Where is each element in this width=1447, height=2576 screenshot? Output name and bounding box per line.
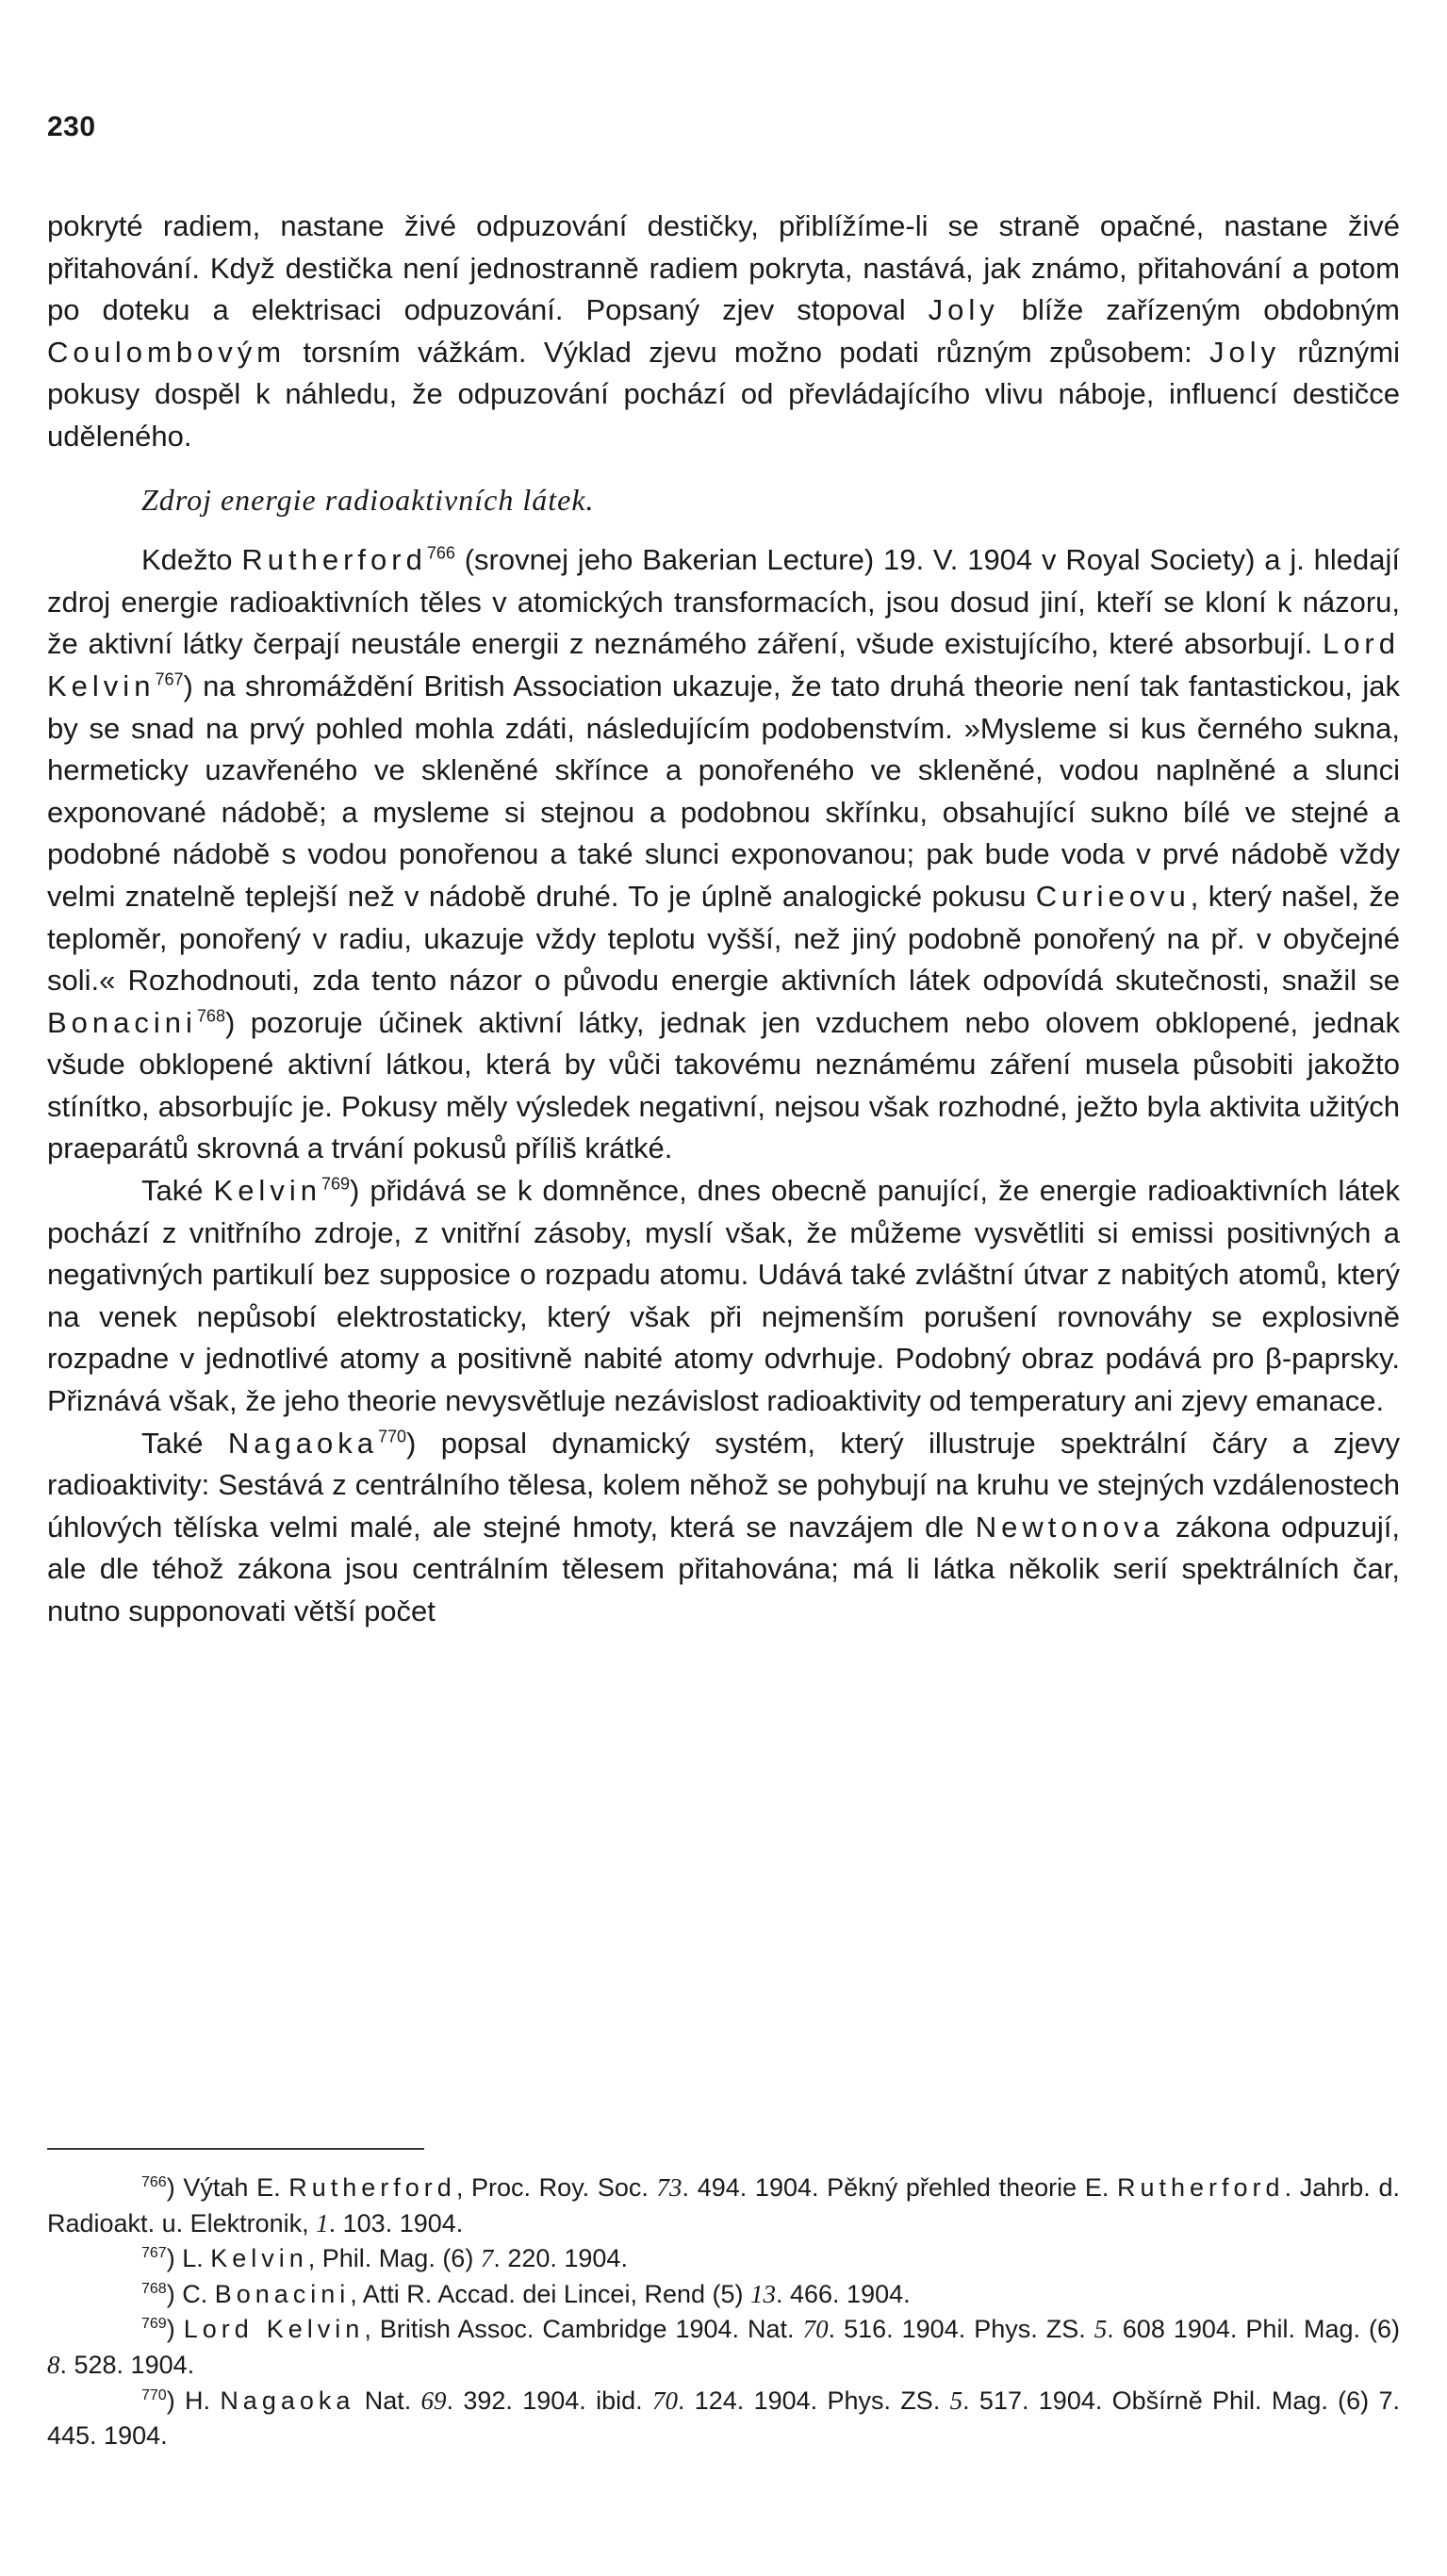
author-name: Rutherford <box>241 543 427 577</box>
paragraph-1 <box>47 206 1400 458</box>
text-span: , British Assoc. Cambridge 1904. Nat. <box>364 2315 803 2344</box>
author-name: Bonacini <box>214 2279 351 2308</box>
author-name: Nagaoka <box>220 2386 355 2415</box>
footnote-ref: 769 <box>321 1174 350 1194</box>
text-span: . 220. 1904. <box>493 2244 628 2273</box>
author-name: Curieovu <box>1035 879 1191 913</box>
paragraph-4 <box>47 1423 1400 1633</box>
volume: 73 <box>656 2173 682 2202</box>
text-span: ) přidává se k domněnce, dnes obecně panující, že energie radioaktivních látek pochází z vnitřního zdroje, z vnitřní zásoby, myslí však, že můžeme vysvětliti si emissi positivných a negativných partikulí bez supposice o rozpadu atomu. Udává také zvláštní útvar z nabitých atomů, který na venek nepůsobí elektrostaticky, který však při nejmenším porušení rovnováhy se explosivně rozpadne v jednotlivé atomy a positivně nabité atomy odvrhuje. Podobný obraz podává pro β-paprsky. Přiznává však, že jeho theorie nevysvětluje nezávislost radioaktivity od temperatury ani zjevy emanace. <box>47 1174 1400 1418</box>
footnotes <box>47 2171 1400 2454</box>
footnote-ref: 767 <box>155 669 184 689</box>
author-name: Joly <box>928 293 999 327</box>
text-span: . 494. 1904. Pěkný přehled theorie E. <box>682 2173 1117 2202</box>
footnote-divider <box>47 2148 424 2150</box>
text-span: ) pozoruje účinek aktivní látky, jednak jen vzduchem nebo olovem obklopené, jednak všude obklopené aktivní látkou, která by vůči takovému neznámému záření musela působiti jakožto stínítko, absorbujíc je. Pokusy měly výsledek negativní, nejsou však rozhodné, ježto byla aktivita užitých praeparátů skrovná a trvání pokusů příliš krátké. <box>47 1005 1400 1165</box>
footnote-ref: 768 <box>196 1006 225 1026</box>
section-heading: Zdroj energie radioaktivních látek. <box>141 482 595 517</box>
footnote-number: 769 <box>141 2316 167 2333</box>
volume: 5 <box>1093 2315 1108 2344</box>
author-name: Lord Kelvin <box>183 2315 365 2344</box>
author-name: Rutherford <box>288 2173 456 2202</box>
text-span: . 528. 1904. <box>59 2350 195 2379</box>
text-span: . 516. 1904. Phys. ZS. <box>828 2315 1094 2344</box>
volume: 69 <box>420 2386 447 2415</box>
volume: 70 <box>802 2315 829 2344</box>
author-name: Rutherford <box>1117 2173 1285 2202</box>
author-name: Lord Kelvin <box>47 627 1400 702</box>
footnote-number: 766 <box>141 2174 167 2190</box>
text-span: Také <box>141 1426 228 1460</box>
text-span: Nat. <box>354 2386 421 2415</box>
footnote-number: 770 <box>141 2386 167 2403</box>
text-span: . 392. 1904. ibid. <box>446 2386 652 2415</box>
text-span: . 124. 1904. Phys. ZS. <box>677 2386 950 2415</box>
text-span: ) L. <box>166 2244 211 2273</box>
main-text <box>47 206 1400 1633</box>
volume: 8 <box>47 2350 60 2379</box>
text-span: pokryté radiem, nastane živé odpuzování destičky, přiblížíme-li se straně opačné, nastane živé přitahování. Když destička není jednostranně radiem pokryta, nastává, jak známo, přitahování a potom po doteku a elektrisaci odpuzování. Popsaný zjev stopoval <box>47 209 1400 327</box>
text-span: , který našel, že teploměr, ponořený v radiu, ukazuje vždy teplotu vyšší, než jiný podobně ponořený na př. v obyčejné soli.« Rozhodnouti, zda tento názor o původu energie aktivních látek odpovídá skutečnosti, snažil se <box>47 879 1400 998</box>
footnote-766 <box>47 2171 1400 2241</box>
footnote-number: 768 <box>141 2280 167 2297</box>
text-span: ) na shromáždění British Association ukazuje, že tato druhá theorie není tak fantastickou, jak by se snad na prvý pohled mohla zdáti, následujícím podobenstvím. »Mysleme si kus černého sukna, hermeticky uzavřeného ve skleněné skřínce a ponořeného ve skleněné, vodou naplněné a slunci exponované nádobě; a mysleme si stejnou a podobnou skřínku, obsahující sukno bílé ve stejné a podobné nádobě s vodou ponořenou a také slunci exponovanou; pak bude voda v prvé nádobě vždy velmi znatelně teplejší než v nádobě druhé. To je úplně analogické pokusu <box>47 669 1400 913</box>
footnote-number: 767 <box>141 2245 167 2262</box>
author-name: Bonacini <box>47 1005 197 1039</box>
text-span: . 466. 1904. <box>776 2279 911 2308</box>
text-span: ) <box>166 2315 184 2344</box>
footnote-768 <box>47 2277 1400 2313</box>
text-span: zákona odpuzují, ale dle téhož zákona jsou centrálním tělesem přitahována; má li látka několik serií spektrálních čar, nutno supponovati větší počet <box>47 1510 1400 1627</box>
paragraph-3 <box>47 1170 1400 1423</box>
author-name: Kelvin <box>213 1174 321 1208</box>
author-name: Kelvin <box>210 2244 308 2273</box>
page-number: 230 <box>47 111 96 142</box>
author-name: Joly <box>1209 335 1281 369</box>
paragraph-2 <box>47 539 1400 1170</box>
volume: 5 <box>949 2386 963 2415</box>
footnote-770 <box>47 2384 1400 2454</box>
text-span: ) popsal dynamický systém, který illustruje spektrální čáry a zjevy radioaktivity: Sestává z centrálního tělesa, kolem něhož se pohybují na kruhu ve stejných vzdálenostech úhlových tělíska velmi malé, ale stejné hmoty, která se navzájem dle <box>47 1426 1400 1544</box>
text-span: ) Výtah E. <box>166 2173 289 2202</box>
author-name: Coulombovým <box>47 335 287 369</box>
volume: 1 <box>316 2208 329 2237</box>
text-span: (srovnej jeho Bakerian Lecture) 19. V. 1904 v Royal Society) a j. hledají zdroj energie radioaktivních těles v atomických transformacích, jsou dosud jiní, kteří se kloní k názoru, že aktivní látky čerpají neustále energii z neznámého záření, všude existujícího, které absorbují. <box>47 543 1401 661</box>
text-span: . 103. 1904. <box>328 2208 464 2237</box>
text-span: Také <box>141 1174 214 1208</box>
text-span: ) H. <box>166 2386 221 2415</box>
text-span: , Proc. Roy. Soc. <box>455 2173 657 2202</box>
text-span: . 517. 1904. Obšírně Phil. Mag. (6) 7. 445. 1904. <box>47 2386 1401 2451</box>
volume: 13 <box>750 2279 776 2308</box>
author-name: Newtonova <box>975 1510 1164 1544</box>
text-span: torsním vážkám. Výklad zjevu možno podati různým způsobem: <box>286 335 1209 369</box>
text-span: různými pokusy dospěl k náhledu, že odpuzování pochází od převládajícího vlivu náboje, influencí destičce uděleného. <box>47 335 1400 453</box>
text-span: blíže zařízeným obdobným <box>998 293 1400 327</box>
volume: 7 <box>480 2244 494 2273</box>
text-span: . Jahrb. d. Radioakt. u. Elektronik, <box>47 2173 1400 2237</box>
text-span: ) C. <box>166 2279 215 2308</box>
footnote-767 <box>47 2241 1400 2277</box>
text-span: , Phil. Mag. (6) <box>307 2244 481 2273</box>
author-name: Nagaoka <box>227 1426 378 1460</box>
footnote-ref: 770 <box>377 1427 406 1446</box>
volume: 70 <box>651 2386 678 2415</box>
footnote-ref: 766 <box>426 543 455 563</box>
text-span: Kdežto <box>141 543 242 577</box>
text-span: , Atti R. Accad. dei Lincei, Rend (5) <box>350 2279 750 2308</box>
text-span: . 608 1904. Phil. Mag. (6) <box>1107 2315 1400 2344</box>
footnote-769 <box>47 2312 1400 2383</box>
